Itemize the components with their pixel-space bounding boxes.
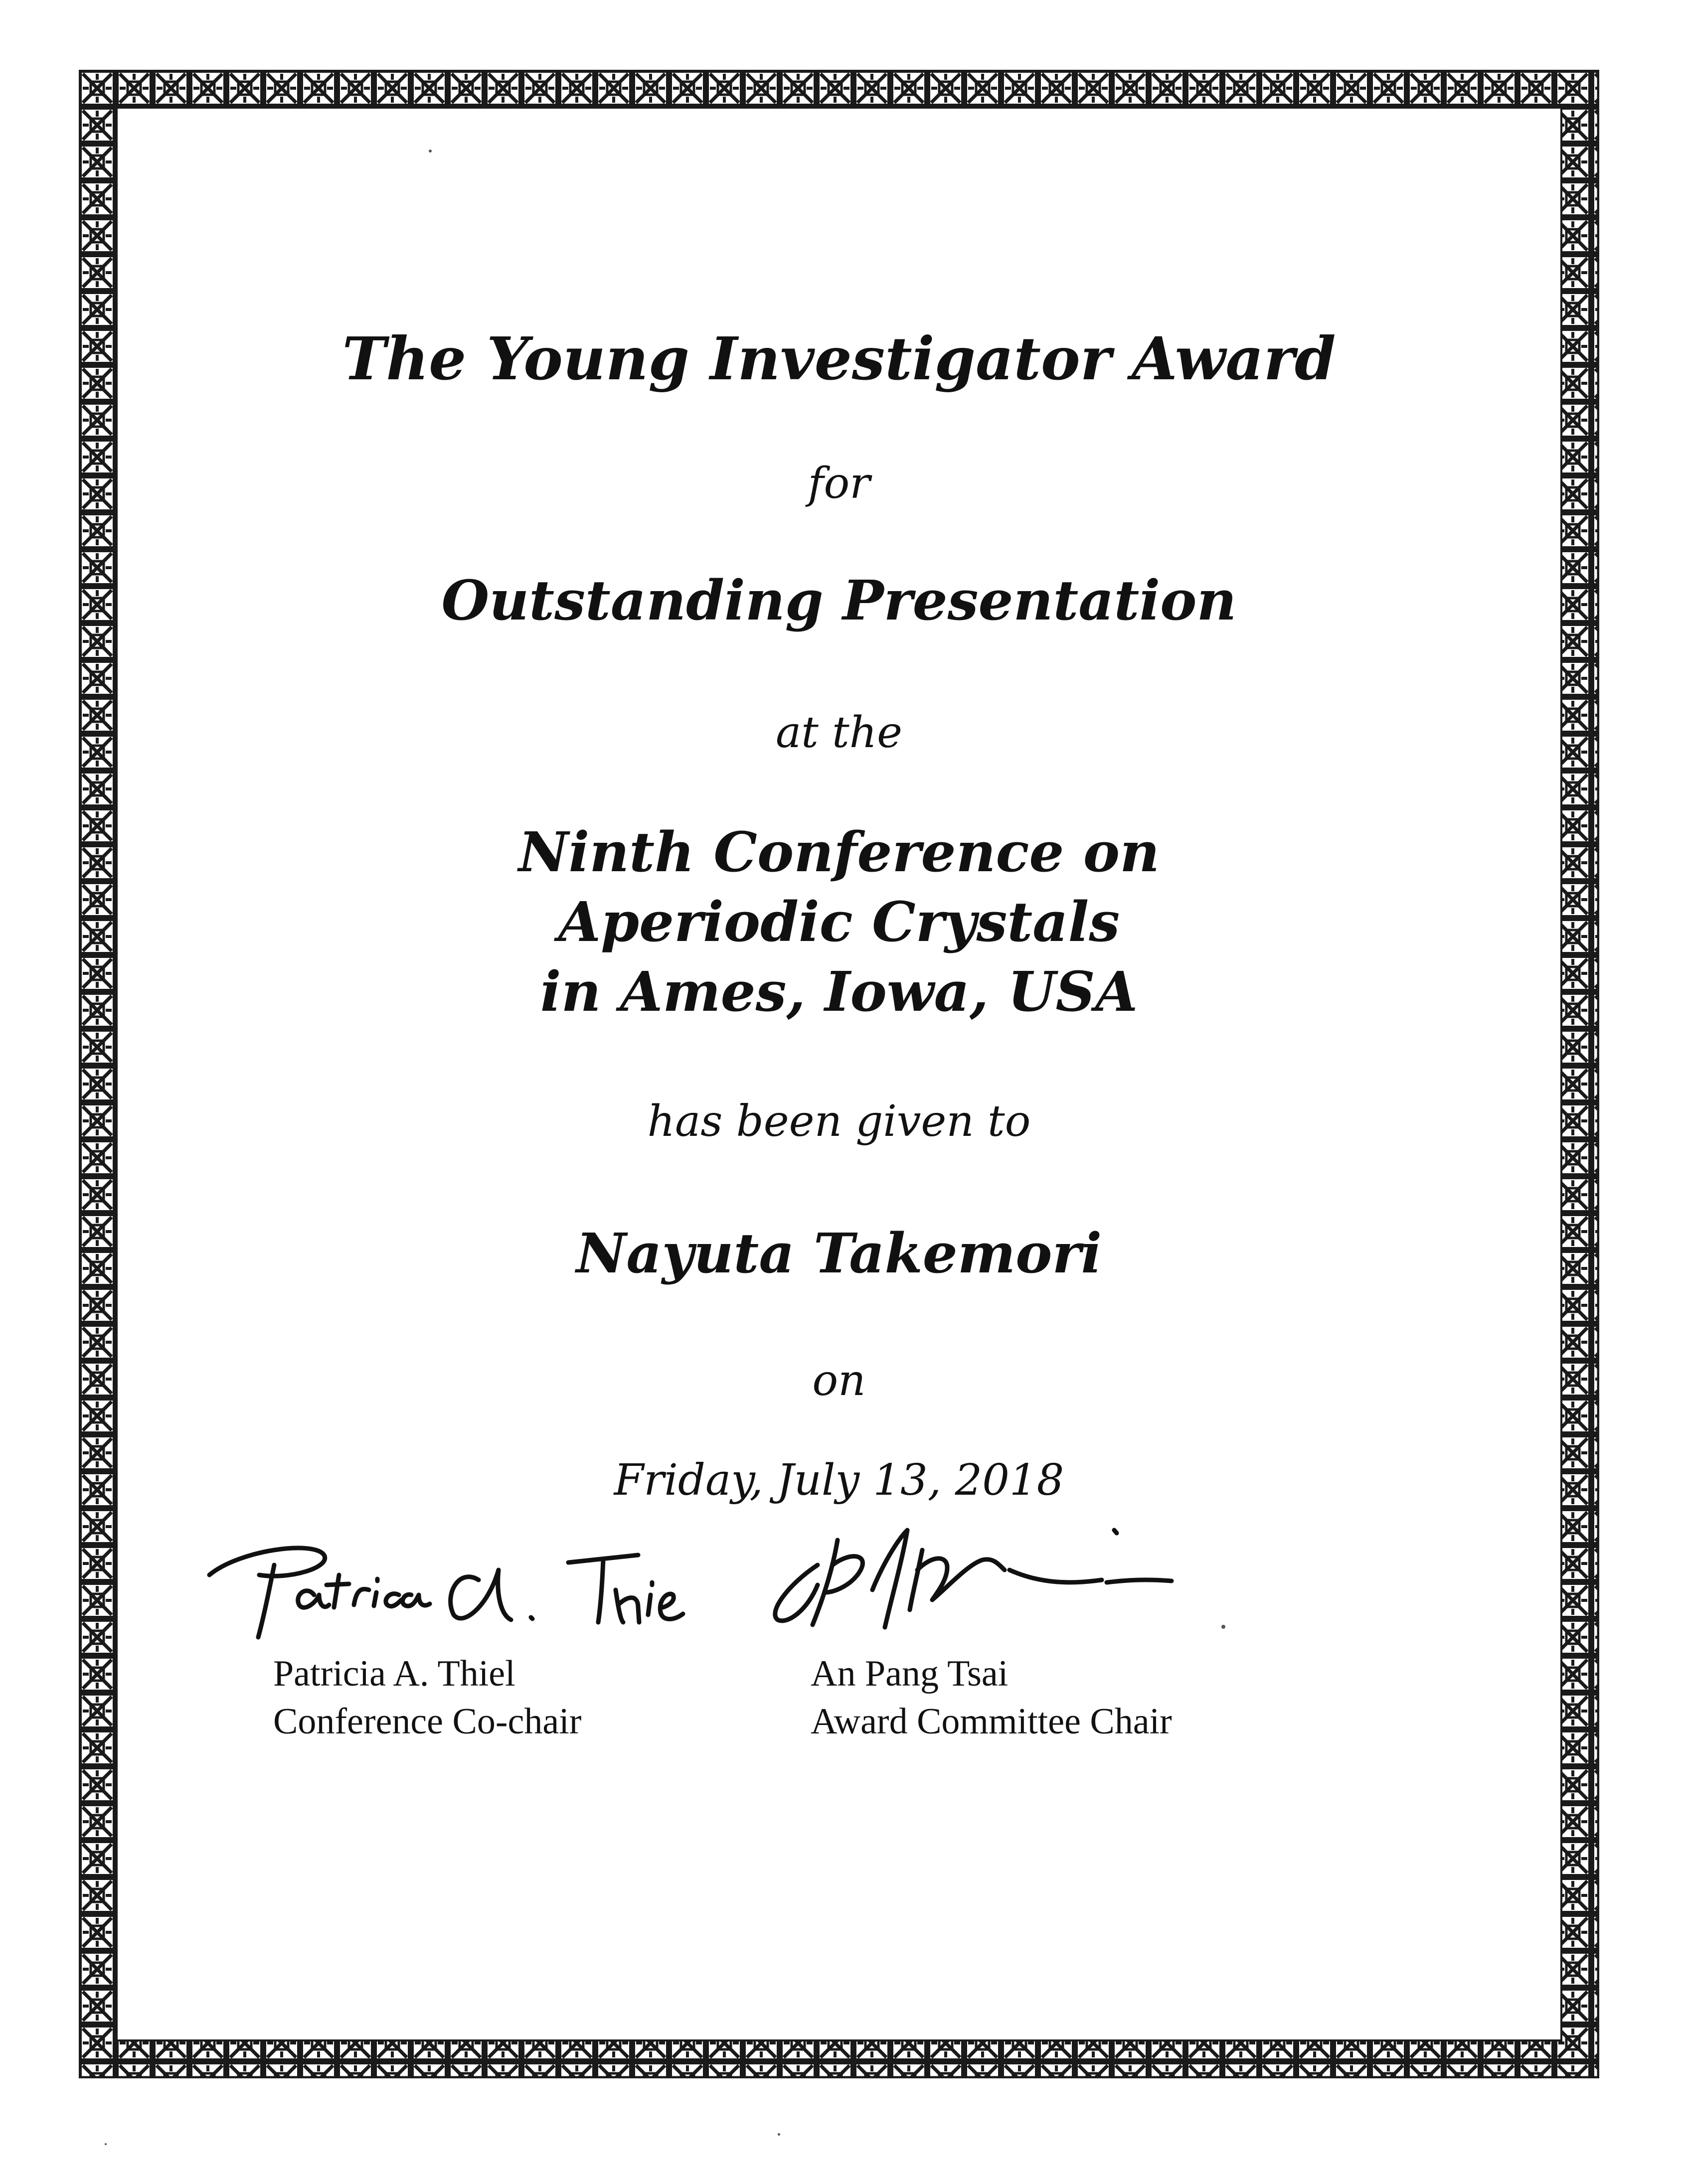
signatory-role: Conference Co-chair [273, 1701, 582, 1742]
award-date: Friday, July 13, 2018 [614, 1455, 1064, 1505]
scan-speck [1221, 1625, 1225, 1629]
at-the-text: at the [775, 708, 902, 758]
signature-tsai-icon [758, 1510, 1196, 1640]
certificate-content [120, 110, 1558, 2038]
conference-line-1: Ninth Conference on [518, 820, 1160, 884]
recipient-name: Nayuta Takemori [576, 1221, 1102, 1285]
signatory-role: Award Committee Chair [811, 1701, 1172, 1742]
scan-speck [429, 150, 432, 153]
on-text: on [812, 1356, 866, 1405]
scan-speck [778, 2133, 780, 2136]
signatory-name: Patricia A. Thiel [273, 1653, 515, 1694]
given-to-text: has been given to [647, 1096, 1031, 1146]
conference-line-3: in Ames, Iowa, USA [540, 959, 1138, 1024]
signatory-tsai [811, 1650, 1172, 1745]
award-title: The Young Investigator Award [342, 324, 1336, 393]
conference-line-2: Aperiodic Crystals [558, 890, 1120, 954]
for-text: for [808, 459, 870, 508]
award-category: Outstanding Presentation [441, 568, 1237, 632]
signatory-name: An Pang Tsai [811, 1653, 1009, 1694]
signatory-thiel [273, 1650, 581, 1745]
signature-thiel-icon [199, 1520, 688, 1650]
scan-speck [105, 2143, 107, 2145]
